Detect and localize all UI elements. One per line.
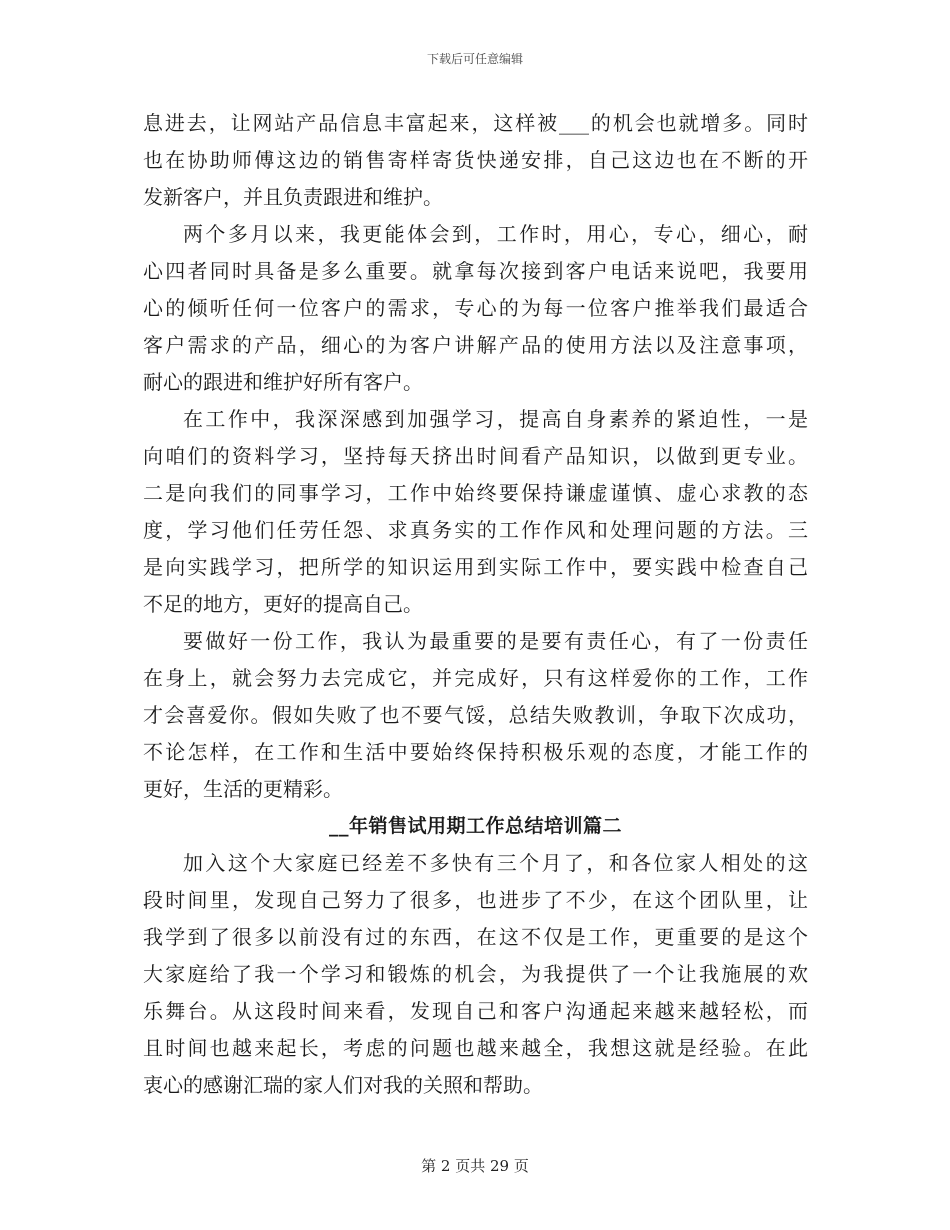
text-line: 段时间里，发现自己努力了很多，也进步了不少，在这个团队里，让 [143, 888, 808, 912]
document-body [143, 105, 808, 1104]
text-line: 耐心的跟进和维护好所有客户。 [143, 370, 423, 394]
text-line: 不论怎样，在工作和生活中要始终保持积极乐观的态度，才能工作的 [143, 740, 808, 764]
page-footer: 第 2 页共 29 页 [421, 1157, 529, 1175]
text-line: 大家庭给了我一个学习和锻炼的机会，为我提供了一个让我施展的欢 [143, 962, 808, 986]
text-line: 更好，生活的更精彩。 [143, 777, 343, 801]
text-line: 是向实践学习，把所学的知识运用到实际工作中，要实践中检查自己 [143, 555, 808, 579]
text-line: 两个多月以来，我更能体会到，工作时，用心，专心，细心，耐 [183, 222, 808, 246]
text-line: 在身上，就会努力去完成它，并完成好，只有这样爱你的工作，工作 [143, 666, 808, 690]
text-line: 心的倾听任何一位客户的需求，专心的为每一位客户推举我们最适合 [143, 296, 808, 320]
text-line: 向咱们的资料学习，坚持每天挤出时间看产品知识，以做到更专业。 [143, 444, 808, 468]
text-line: 在工作中，我深深感到加强学习，提高自身素养的紧迫性，一是 [183, 407, 808, 431]
text-line: 二是向我们的同事学习，工作中始终要保持谦虚谨慎、虚心求教的态 [143, 481, 808, 505]
text-line: 也在协助师傅这边的销售寄样寄货快递安排，自己这边也在不断的开 [143, 148, 808, 172]
text-line: 息进去，让网站产品信息丰富起来，这样被___的机会也就增多。同时 [143, 111, 808, 135]
text-line: 加入这个大家庭已经差不多快有三个月了，和各位家人相处的这 [183, 851, 808, 875]
text-line: 度，学习他们任劳任怨、求真务实的工作作风和处理问题的方法。三 [143, 518, 808, 542]
text-line: 发新客户，并且负责跟进和维护。 [143, 185, 443, 209]
page-header: 下载后可任意编辑 [426, 52, 523, 66]
text-line: 客户需求的产品，细心的为客户讲解产品的使用方法以及注意事项， [143, 333, 808, 357]
text-line: 才会喜爱你。假如失败了也不要气馁，总结失败教训，争取下次成功， [143, 703, 808, 727]
text-line: 衷心的感谢汇瑞的家人们对我的关照和帮助。 [143, 1073, 543, 1097]
text-line: 乐舞台。从这段时间来看，发现自己和客户沟通起来越来越轻松，而 [143, 999, 808, 1023]
text-line: 我学到了很多以前没有过的东西，在这不仅是工作，更重要的是这个 [143, 925, 808, 949]
text-line: 心四者同时具备是多么重要。就拿每次接到客户电话来说吧，我要用 [143, 259, 808, 283]
section-heading: __年销售试用期工作总结培训篇二 [328, 815, 622, 837]
text-line: 不足的地方，更好的提高自己。 [143, 592, 423, 616]
text-line: 且时间也越来起长，考虑的问题也越来越全，我想这就是经验。在此 [143, 1036, 808, 1060]
text-line: 要做好一份工作，我认为最重要的是要有责任心，有了一份责任 [183, 629, 808, 653]
